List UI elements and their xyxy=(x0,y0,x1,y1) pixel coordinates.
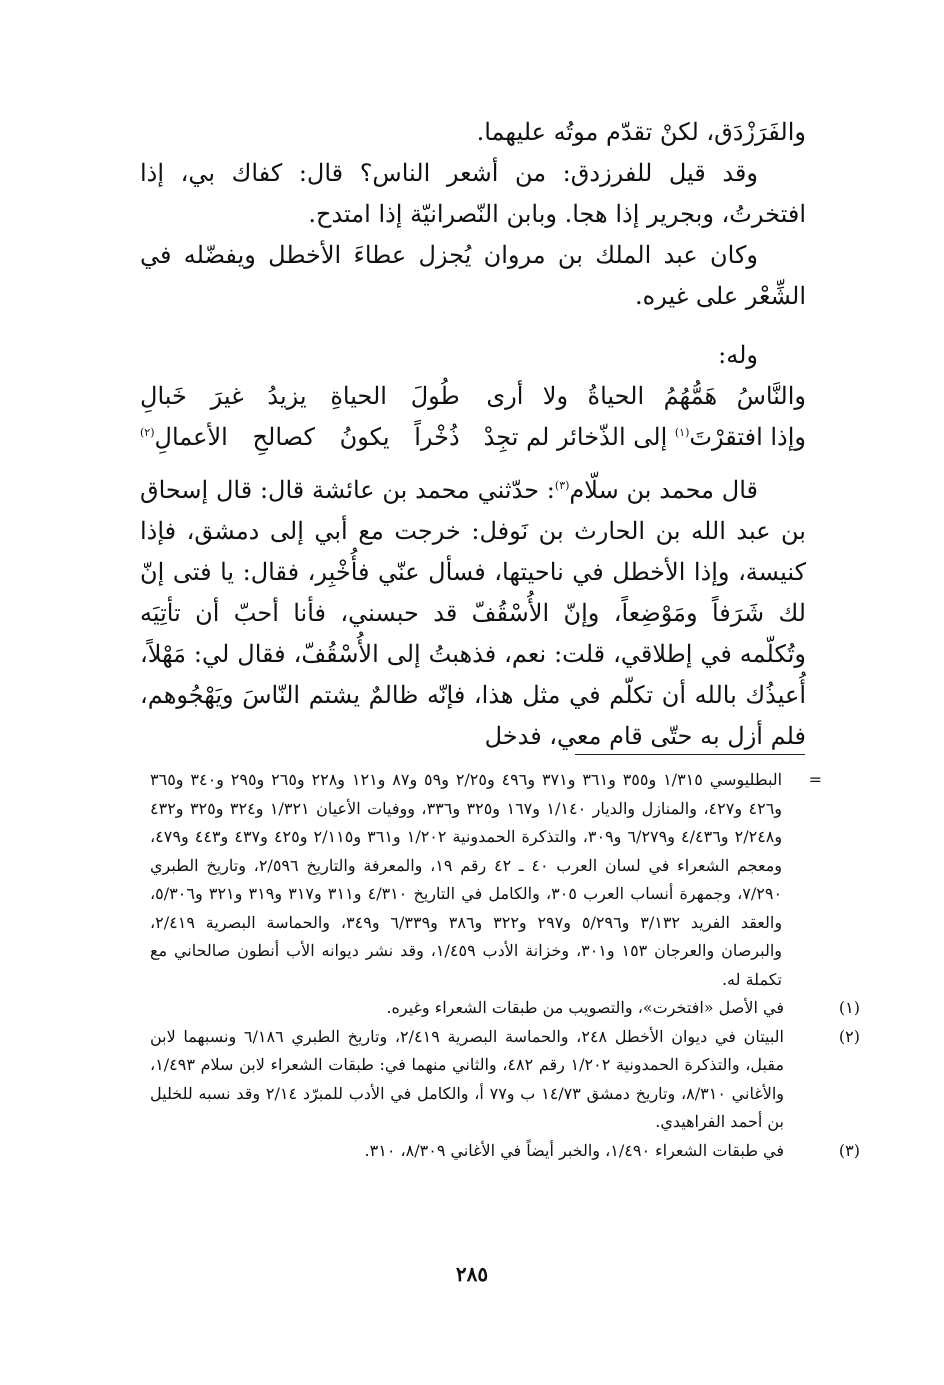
main-text xyxy=(140,112,806,757)
paragraph-3: وكان عبد الملك بن مروان يُجزل عطاءَ الأخطل ويفضّله في الشِّعْر على غيره. xyxy=(140,241,806,310)
footnote-separator xyxy=(575,754,805,755)
verse-line-1 xyxy=(140,376,806,417)
footnote-ref-3: (٣) xyxy=(554,479,570,492)
verse-2-first-b: إلى الذّخائر لم تجِدْ xyxy=(483,423,675,451)
verse-2-first-a: وإذا افتقرْتَ xyxy=(689,423,806,451)
paragraph-4 xyxy=(140,470,806,757)
verse-2-second-text: ذُخْراً يكونُ كصالحِ الأعمالِ xyxy=(154,423,460,451)
footnote-2-text: البيتان في ديوان الأخطل ٢٤٨، والحماسة البصرية ٢/٤١٩، وتاريخ الطبري ٦/١٨٦ ونسبهما لابن مقبل، والتذكرة الحمدونية ١/٢٠٢ رقم ٤٨٢، والثاني منهما في: طبقات الشعراء لابن سلام ١/٤٩٣، والأغاني ٨/٣١٠، وتاريخ دمشق ١٤/٧٣ ب و٧٧ أ، والكامل في الأدب للمبرّد ٢/١٤ وقد نسبه للخليل بن أحمد الفراهيدي. xyxy=(150,1026,785,1131)
footnote-1 xyxy=(150,994,860,1023)
footnote-3 xyxy=(150,1137,860,1166)
paragraph-4-a: قال محمد بن سلّام xyxy=(569,476,758,504)
verse-2-second-hemistich xyxy=(140,417,460,458)
footnote-3-text: في طبقات الشعراء ١/٤٩٠، والخبر أيضاً في الأغاني ٨/٣٠٩، ٣١٠. xyxy=(364,1140,784,1160)
paragraph-2: وقد قيل للفرزدق: من أشعر الناس؟ قال: كفاك بي، إذا افتخرتُ، وبجرير إذا هجا. وبابن النّصرانيّة إذا امتدح. xyxy=(140,159,806,228)
verse-1-second-hemistich: طُولَ الحياةِ يزيدُ غيرَ خَبالِ xyxy=(140,382,460,410)
footnote-ref-2: (٢) xyxy=(140,426,155,439)
footnote-continuation-text: البطليوسي ١/٣١٥ و٣٥٥ و٣٦١ و٣٧١ و٤٩٦ و٢/٢٥ و٥٩ و٨٧ و١٢١ و٢٢٨ و٢٦٥ و٢٩٥ و٣٤٠ و٣٦٥ و٤٢٦ و٤٢٧، والمنازل والديار ١/١٤٠ و١٦٧ و٣٢٥ و٣٣٦، ووفيات الأعيان ١/٣٢١ و٣٢٤ و٣٢٥ و٤٣٢ و٢/٢٤٨ و٤/٤٣٦ و٦/٢٧٩ و٣٠٩، والتذكرة الحمدونية ١/٢٠٢ و٣٦١ و٢/١١٥ و٤٢٥ و٤٣٧ و٤٤٣ و٤٧٩، ومعجم الشعراء في لسان العرب ٤٠ ـ ٤٢ رقم ١٩، والمعرفة والتاريخ ٢/٥٩٦، وتاريخ الطبري ٧/٢٩٠، وجمهرة أنساب العرب ٣٠٥، والكامل في التاريخ ٤/٣١٠ و٣١١ و٣١٧ و٣١٩ و٣٢١ و٥/٣٠٦، والعقد الفريد ٣/١٣٢ و٥/٢٩٦ و٢٩٧ و٣٢٢ و٣٨٦ و٦/٣٣٩ و٣٤٩، والحماسة البصرية ٢/٤١٩، والبرصان والعرجان ١٥٣ و٣٠١، وخزانة الأدب ١/٤٥٩، وقد نشر ديوانه الأب أنطون صالحاني مع تكملة له. xyxy=(150,770,783,989)
paragraph-4-b: : حدّثني محمد بن عائشة قال: قال إسحاق بن عبد الله بن الحارث بن نَوفل: خرجت مع أبي إلى دمشق، فإذا كنيسة، وإذا الأخطل في ناحيتها، فسأل عنّي فأُخْبِر، فقال: يا فتى إنّ لك شَرَفاً ومَوْضِعاً، وإنّ الأُسْقُفّ قد حبسني، فأنا أحبّ أن تأتِيَه وتُكلّمه في إطلاقي، قلت: نعم، فذهبتُ إلى الأُسْقُفّ، فقال لي: مَهْلاً، أُعيذُك بالله أن تكلّم في مثل هذا، فإنّه ظالمٌ يشتم النّاسَ ويَهْجُوهم، فلم أزل به حتّى قام معي، فدخل xyxy=(140,476,806,750)
footnote-3-number: (٣) xyxy=(838,1140,860,1160)
verse-intro: وله: xyxy=(718,341,758,369)
footnote-1-number: (١) xyxy=(838,998,860,1017)
verse-1-first-hemistich: والنَّاسُ هَمُّهُمُ الحياةُ ولا أرى xyxy=(486,382,806,410)
footnote-2-number: (٢) xyxy=(838,1026,860,1046)
page-number: ٢٨٥ xyxy=(455,1262,489,1286)
footnote-2 xyxy=(150,1023,860,1137)
footnote-1-text: في الأصل «افتخرت»، والتصويب من طبقات الشعراء وغيره. xyxy=(386,998,784,1017)
footnote-continuation xyxy=(150,766,822,994)
footnotes xyxy=(150,766,860,1165)
verse-line-2 xyxy=(140,417,806,458)
footnote-ref-1: (١) xyxy=(674,426,690,439)
paragraph-1: والفَرَزْدَق، لكنْ تقدّم موتُه عليهما. xyxy=(476,118,806,146)
continuation-mark: = xyxy=(808,770,822,789)
verse-2-first-hemistich xyxy=(483,417,806,458)
